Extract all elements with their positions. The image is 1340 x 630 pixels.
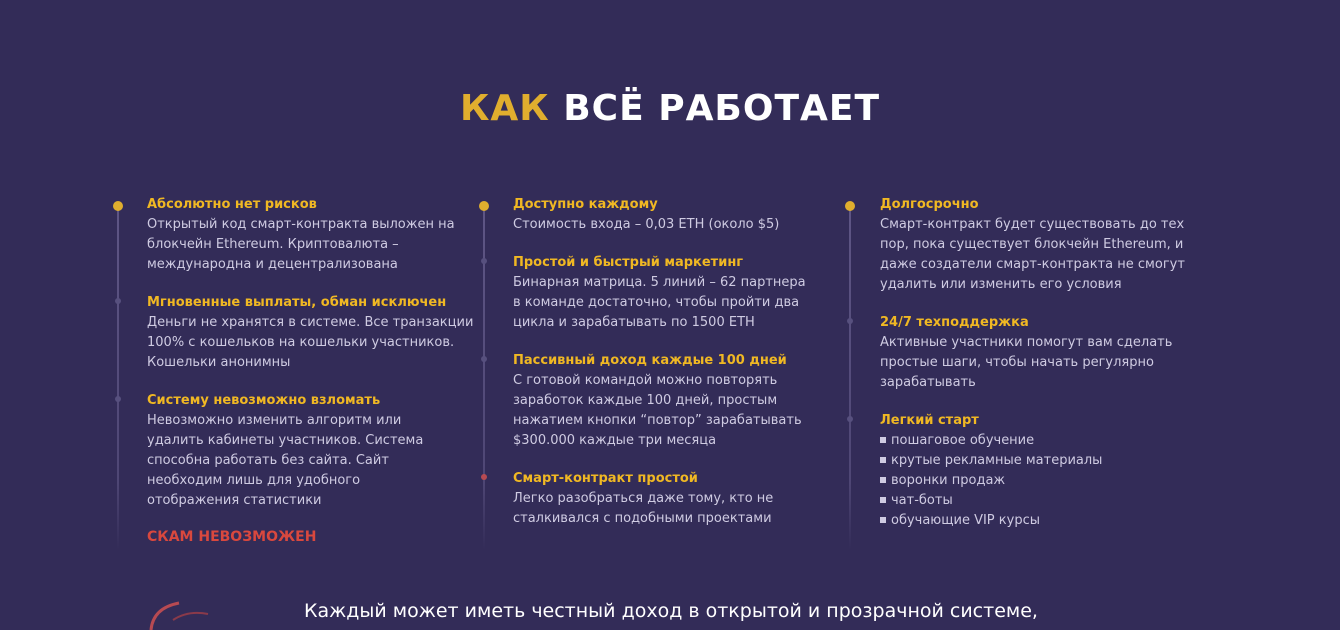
feature-text: Стоимость входа – 0,03 ETH (около $5) xyxy=(513,217,780,232)
feature-text: Деньги не хранятся в системе. Все транзакции 100% с кошельков на кошельки участников. Кошельки анонимны xyxy=(147,315,474,370)
feature-title: Мгновенные выплаты, обман исключен xyxy=(147,295,447,310)
feature-item xyxy=(513,351,853,451)
feature-text: Легко разобраться даже тому, кто не сталкивался с подобными проектами xyxy=(513,491,774,526)
list-item: обучающие VIP курсы xyxy=(880,511,1220,531)
feature-item xyxy=(513,253,853,333)
section-title-accent: КАК xyxy=(459,88,550,129)
list-item: крутые рекламные материалы xyxy=(880,451,1220,471)
no-scam-label: СКАМ НЕВОЗМОЖЕН xyxy=(147,529,317,545)
features-column-1 xyxy=(147,195,487,547)
feature-title: Пассивный доход каждые 100 дней xyxy=(513,353,787,368)
decorative-logo-icon xyxy=(143,600,213,630)
list-item: пошаговое обучение xyxy=(880,431,1220,451)
easy-start-list xyxy=(880,431,1220,531)
feature-item xyxy=(880,313,1220,393)
features-column-2 xyxy=(513,195,853,547)
feature-title: Простой и быстрый маркетинг xyxy=(513,255,744,270)
timeline-dot xyxy=(115,298,121,304)
section-title-main: ВСЁ РАБОТАЕТ xyxy=(563,88,881,129)
feature-item xyxy=(880,411,1220,531)
feature-text: Бинарная матрица. 5 линий – 62 партнера в команде достаточно, чтобы пройти два цикла и зарабатывать по 1500 ETH xyxy=(513,275,806,330)
list-item: чат-боты xyxy=(880,491,1220,511)
feature-item xyxy=(147,391,487,511)
feature-item xyxy=(880,195,1220,295)
bottom-statement: Каждый может иметь честный доход в открытой и прозрачной системе, xyxy=(304,600,1038,622)
timeline-dot xyxy=(113,201,123,211)
feature-item xyxy=(147,293,487,373)
feature-text: С готовой командой можно повторять заработок каждые 100 дней, простым нажатием кнопки “повтор” зарабатывать $300.000 каждые три месяца xyxy=(513,373,802,448)
feature-item xyxy=(513,195,853,235)
feature-title: Доступно каждому xyxy=(513,197,658,212)
feature-title: Долгосрочно xyxy=(880,197,979,212)
features-column-3 xyxy=(880,195,1220,549)
section-title xyxy=(0,88,1340,129)
feature-text: Невозможно изменить алгоритм или удалить кабинеты участников. Система способна работать без сайта. Сайт необходим лишь для удобного отображения статистики xyxy=(147,413,424,508)
feature-title: Легкий старт xyxy=(880,413,979,428)
feature-text: Смарт-контракт будет существовать до тех пор, пока существует блокчейн Ethereum, и даже создатели смарт-контракта не смогут удалить или изменить его условия xyxy=(880,217,1185,292)
feature-item xyxy=(147,195,487,275)
feature-text: Открытый код смарт-контракта выложен на блокчейн Ethereum. Криптовалюта – международна и децентрализована xyxy=(147,217,455,272)
timeline-dot xyxy=(115,396,121,402)
timeline-line xyxy=(117,205,119,550)
feature-title: 24/7 техподдержка xyxy=(880,315,1029,330)
feature-title: Систему невозможно взломать xyxy=(147,393,381,408)
feature-text: Активные участники помогут вам сделать простые шаги, чтобы начать регулярно зарабатывать xyxy=(880,335,1173,390)
feature-title: Смарт-контракт простой xyxy=(513,471,698,486)
list-item: воронки продаж xyxy=(880,471,1220,491)
feature-item xyxy=(513,469,853,529)
feature-title: Абсолютно нет рисков xyxy=(147,197,317,212)
